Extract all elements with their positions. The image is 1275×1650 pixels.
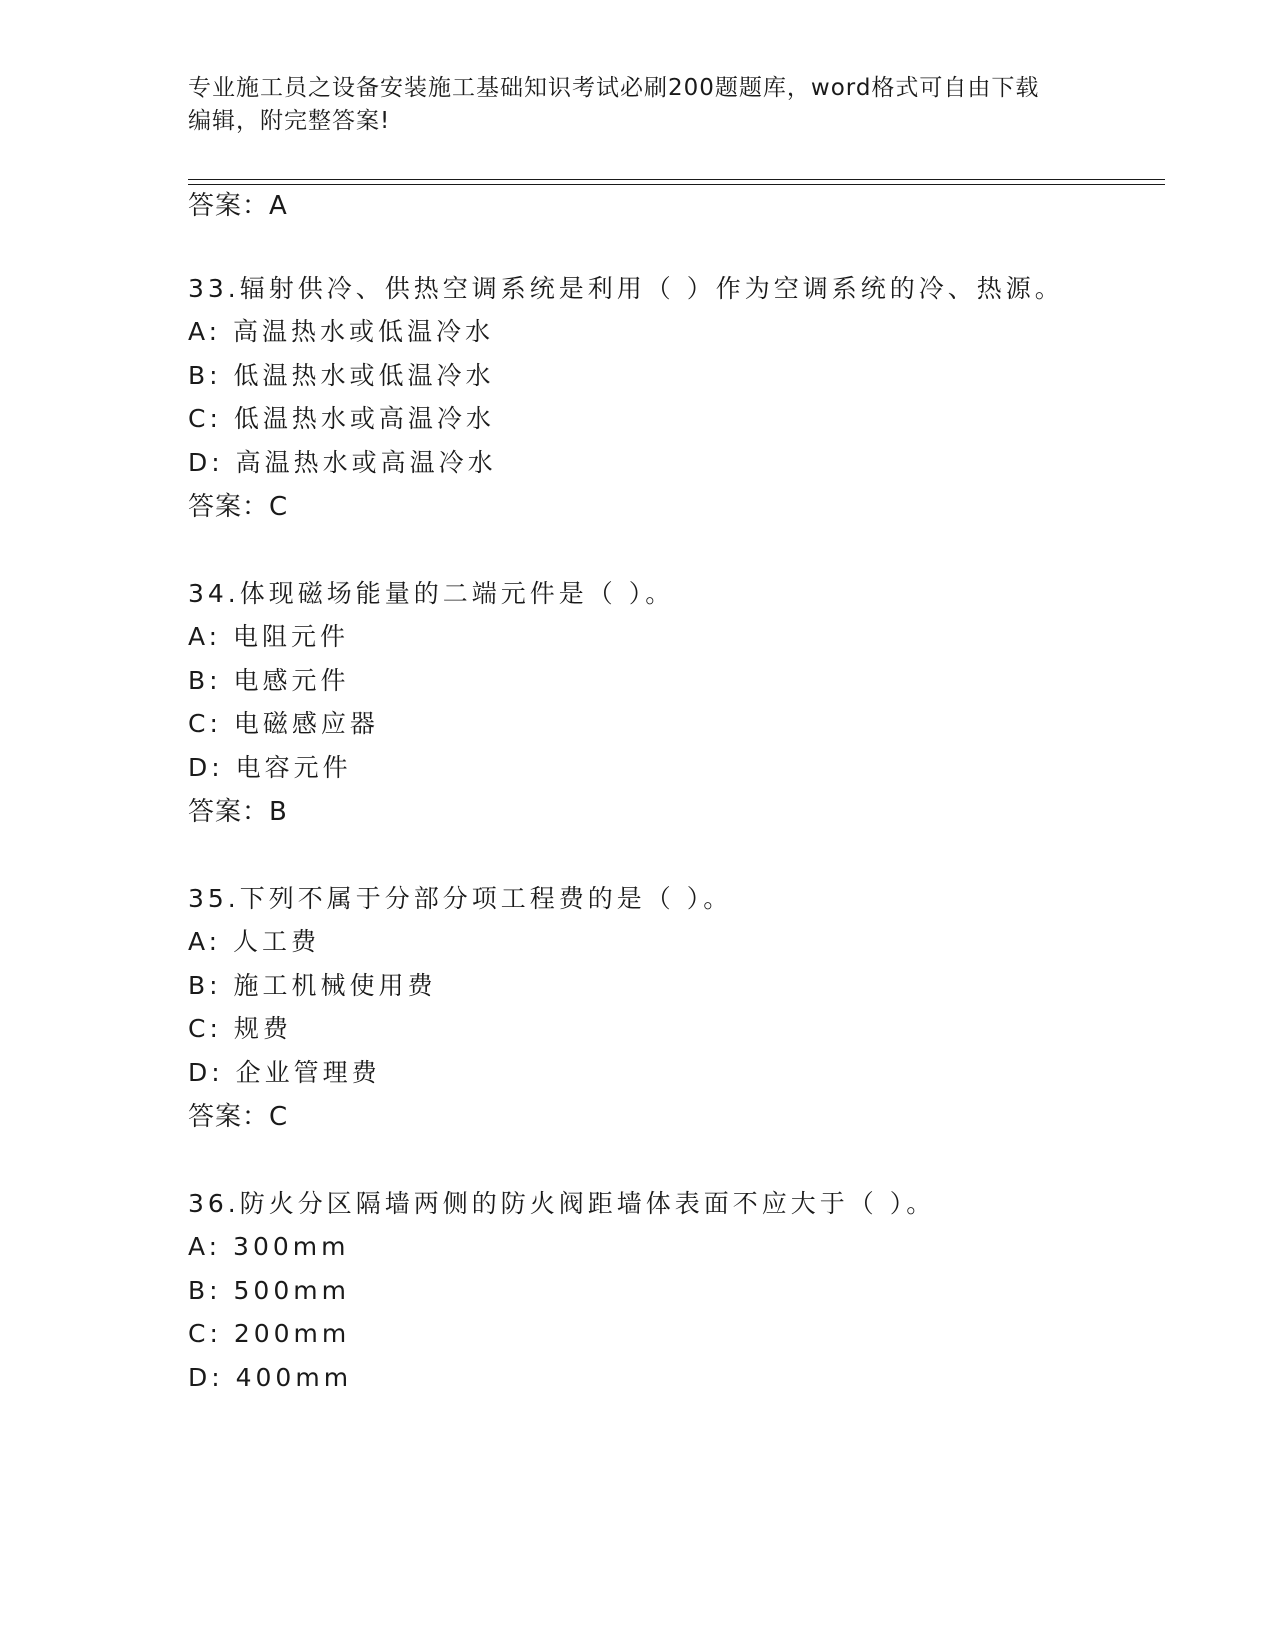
question-36-option-a: A: 300mm	[188, 1232, 350, 1261]
question-34-option-c: C: 电磁感应器	[188, 709, 379, 738]
question-35-stem: 35.下列不属于分部分项工程费的是（ ）。	[188, 884, 733, 913]
question-35-answer: 答案：C	[188, 1102, 289, 1132]
question-35-option-a: A: 人工费	[188, 927, 321, 956]
question-33-option-c: C: 低温热水或高温冷水	[188, 404, 495, 433]
question-34-option-a: A: 电阻元件	[188, 622, 350, 651]
question-33-option-d: D: 高温热水或高温冷水	[188, 448, 497, 477]
answer-32: 答案：A	[188, 191, 288, 221]
document-header	[188, 72, 1088, 138]
header-line-2: 编辑，附完整答案!	[188, 108, 391, 134]
question-35-option-d: D: 企业管理费	[188, 1058, 381, 1087]
header-divider-top	[188, 179, 1165, 180]
header-line-1: 专业施工员之设备安装施工基础知识考试必刷200题题库，word格式可自由下载	[188, 75, 1040, 101]
header-divider-bottom	[188, 184, 1165, 185]
question-36-stem: 36.防火分区隔墙两侧的防火阀距墙体表面不应大于（ ）。	[188, 1189, 936, 1218]
question-34-option-d: D: 电容元件	[188, 753, 352, 782]
question-34-option-b: B: 电感元件	[188, 666, 350, 695]
question-34-answer: 答案：B	[188, 797, 288, 827]
question-35-option-b: B: 施工机械使用费	[188, 971, 437, 1000]
question-36-option-d: D: 400mm	[188, 1363, 353, 1392]
question-36-option-b: B: 500mm	[188, 1276, 350, 1305]
question-33-option-a: A: 高温热水或低温冷水	[188, 317, 495, 346]
question-33-stem: 33.辐射供冷、供热空调系统是利用（ ）作为空调系统的冷、热源。	[188, 274, 1064, 303]
question-36-option-c: C: 200mm	[188, 1319, 351, 1348]
question-33-option-b: B: 低温热水或低温冷水	[188, 361, 495, 390]
question-35-option-c: C: 规费	[188, 1014, 292, 1043]
question-34-stem: 34.体现磁场能量的二端元件是（ ）。	[188, 579, 675, 608]
question-33-answer: 答案：C	[188, 492, 289, 522]
